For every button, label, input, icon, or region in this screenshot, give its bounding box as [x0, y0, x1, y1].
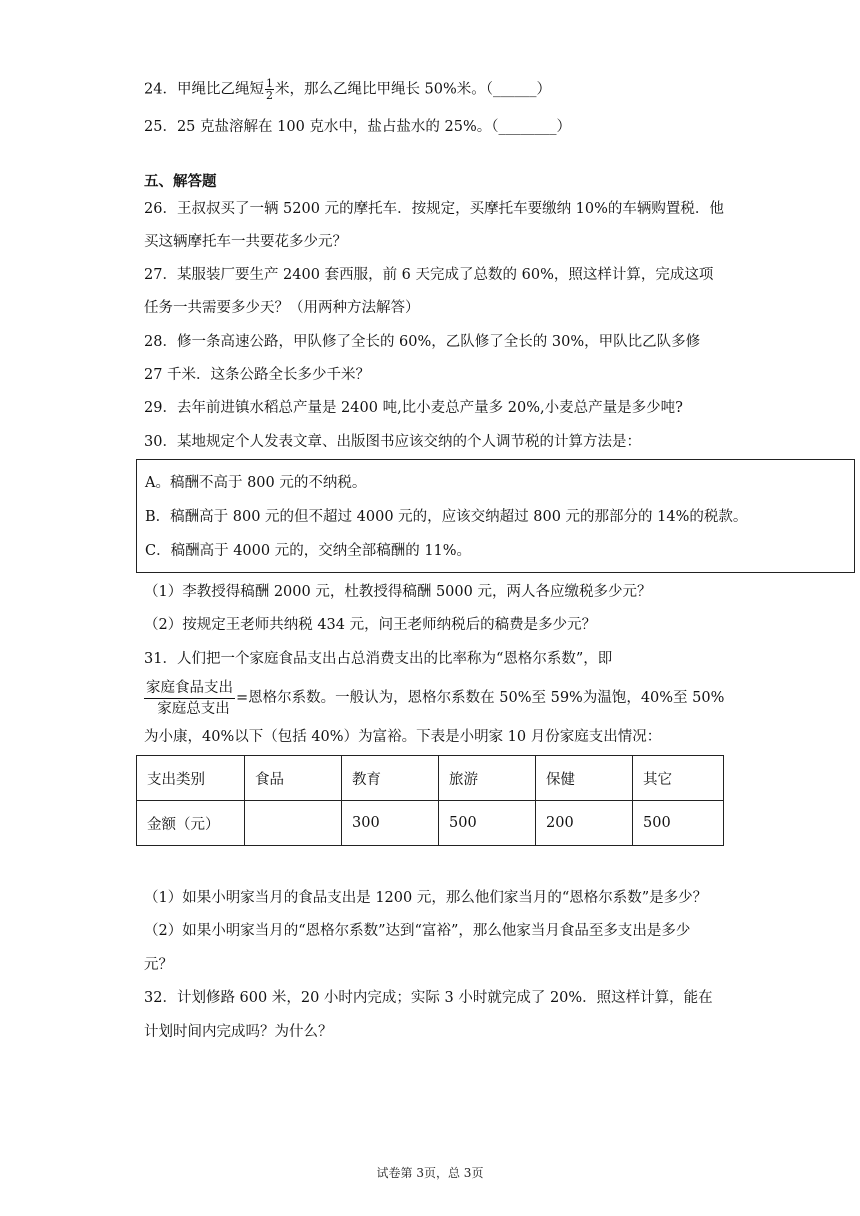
table-header-cell: 旅游 — [439, 756, 536, 801]
question-24 — [144, 78, 551, 101]
table-header-cell: 其它 — [633, 756, 724, 801]
question-32-line1: 32．计划修路 600 米，20 小时内完成；实际 3 小时就完成了 20%．照这样计算，能在 — [144, 990, 713, 1006]
question-30-sub1: （1）李教授得稿酬 2000 元，杜教授得稿酬 5000 元，两人各应缴税多少元？ — [144, 584, 652, 600]
page-footer: 试卷第 3页，总 3页 — [376, 1166, 484, 1180]
question-31-sub1: （1）如果小明家当月的食品支出是 1200 元，那么他们家当月的“恩格尔系数”是多少？ — [144, 890, 708, 906]
engel-fraction — [144, 678, 235, 719]
question-29: 29．去年前进镇水稻总产量是 2400 吨,比小麦总产量多 20%,小麦总产量是多少吨? — [144, 400, 683, 416]
question-28-line2: 27 千米．这条公路全长多少千米？ — [144, 367, 371, 383]
engel-fraction-denominator: 家庭总支出 — [157, 701, 230, 717]
question-28-line1: 28．修一条高速公路，甲队修了全长的 60%，乙队修了全长的 30%，甲队比乙队多修 — [144, 334, 701, 350]
table-cell: 500 — [439, 801, 536, 846]
q24-text-before: 24．甲绳比乙绳短 — [144, 81, 264, 98]
question-30-sub2: （2）按规定王老师共纳税 434 元，问王老师纳税后的稿费是多少元？ — [144, 617, 597, 633]
table-header-cell: 教育 — [342, 756, 439, 801]
table-cell: 300 — [342, 801, 439, 846]
question-32-line2: 计划时间内完成吗？为什么？ — [144, 1024, 333, 1040]
question-31-sub2-line1: （2）如果小明家当月的“恩格尔系数”达到“富裕”，那么他家当月食品至多支出是多少 — [144, 923, 691, 939]
tax-rule-c: C．稿酬高于 4000 元的，交纳全部稿酬的 11%。 — [145, 543, 472, 559]
question-27-line2: 任务一共需要多少天？（用两种方法解答） — [144, 300, 420, 316]
q24-text-after: 米，那么乙绳比甲绳长 50%米。（______） — [274, 81, 552, 98]
expense-table — [136, 755, 724, 846]
question-27-line1: 27．某服装厂要生产 2400 套西服，前 6 天完成了总数的 60%，照这样计算，完成这项 — [144, 267, 714, 283]
table-cell — [245, 801, 342, 846]
table-header-cell: 保健 — [536, 756, 633, 801]
tax-rules-box — [136, 459, 855, 573]
table-header-cell: 食品 — [245, 756, 342, 801]
table-header-cell: 支出类别 — [137, 756, 245, 801]
fraction-numerator: 1 — [265, 77, 273, 90]
table-cell: 金额（元） — [137, 801, 245, 846]
tax-rule-a: A。稿酬不高于 800 元的不纳税。 — [145, 475, 367, 491]
fraction-half — [265, 78, 274, 101]
question-26-line1: 26．王叔叔买了一辆 5200 元的摩托车．按规定，买摩托车要缴纳 10%的车辆购置税．他 — [144, 201, 724, 217]
tax-rule-b: B．稿酬高于 800 元的但不超过 4000 元的，应该交纳超过 800 元的那部分的 14%的税款。 — [145, 509, 748, 525]
question-31-line2-rest: =恩格尔系数。一般认为，恩格尔系数在 50%至 59%为温饱，40%至 50% — [236, 690, 725, 706]
question-25: 25．25 克盐溶解在 100 克水中，盐占盐水的 25%。（________） — [144, 119, 571, 135]
engel-fraction-numerator: 家庭食品支出 — [144, 678, 235, 699]
table-row — [137, 756, 724, 801]
section-title: 五、解答题 — [144, 174, 217, 190]
question-30-intro: 30．某地规定个人发表文章、出版图书应该交纳的个人调节税的计算方法是： — [144, 434, 641, 450]
fraction-denominator: 2 — [265, 89, 273, 102]
question-31-line3: 为小康，40%以下（包括 40%）为富裕。下表是小明家 10 月份家庭支出情况： — [144, 729, 662, 745]
table-cell: 200 — [536, 801, 633, 846]
question-26-line2: 买这辆摩托车一共要花多少元？ — [144, 234, 347, 250]
table-cell: 500 — [633, 801, 724, 846]
question-31-line1: 31．人们把一个家庭食品支出占总消费支出的比率称为“恩格尔系数”，即 — [144, 651, 613, 667]
table-row — [137, 801, 724, 846]
question-31-sub2-line2: 元？ — [144, 957, 173, 973]
